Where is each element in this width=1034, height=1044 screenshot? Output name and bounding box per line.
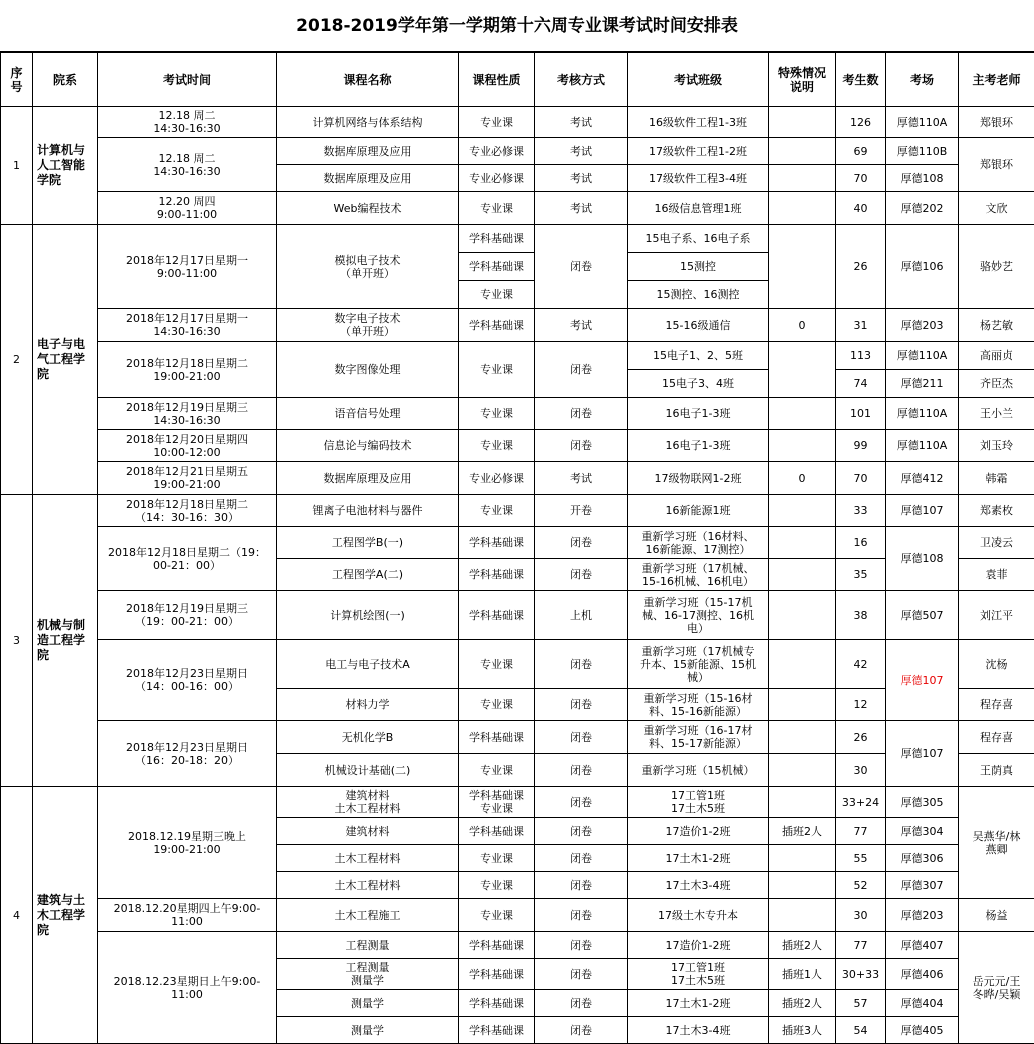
table-row (1, 342, 1034, 370)
teacher: 卫凌云 (959, 527, 1034, 559)
exam-time: 2018.12.23星期日上午9:00- 11:00 (98, 932, 277, 1044)
exam-room: 厚德306 (886, 845, 959, 872)
exam-room: 厚德202 (886, 192, 959, 225)
teacher: 程存喜 (959, 689, 1034, 721)
group-dept: 计算机与 人工智能 学院 (33, 107, 98, 225)
teacher: 郑银环 (959, 138, 1034, 192)
exam-class: 重新学习班（17机械专 升本、15新能源、15机 械） (628, 640, 769, 689)
course-name: 数字电子技术 （单开班） (277, 309, 459, 342)
teacher: 刘玉玲 (959, 430, 1034, 462)
course-nature: 学科基础课 (459, 1017, 535, 1044)
exam-room: 厚德404 (886, 990, 959, 1017)
exam-room: 厚德507 (886, 591, 959, 640)
student-count: 70 (836, 165, 886, 192)
course-nature: 专业课 (459, 281, 535, 309)
teacher: 文欣 (959, 192, 1034, 225)
table-row (1, 398, 1034, 430)
student-count: 99 (836, 430, 886, 462)
table-row (1, 495, 1034, 527)
exam-method: 闭卷 (535, 640, 628, 689)
course-name: 语音信号处理 (277, 398, 459, 430)
course-name: 工程图学A(二) (277, 559, 459, 591)
course-nature: 学科基础课 (459, 309, 535, 342)
table-row (1, 430, 1034, 462)
group-seq: 4 (1, 787, 33, 1044)
exam-time: 2018年12月21日星期五 19:00-21:00 (98, 462, 277, 495)
exam-method: 开卷 (535, 495, 628, 527)
teacher: 齐臣杰 (959, 370, 1034, 398)
special-note (769, 225, 836, 309)
course-name: 工程图学B(一) (277, 527, 459, 559)
special-note: 插班2人 (769, 932, 836, 959)
exam-time: 2018.12.19星期三晚上 19:00-21:00 (98, 787, 277, 899)
exam-room: 厚德110A (886, 430, 959, 462)
course-nature: 专业课 (459, 899, 535, 932)
special-note (769, 527, 836, 559)
table-row (1, 640, 1034, 689)
course-nature: 学科基础课 (459, 253, 535, 281)
table-row (1, 309, 1034, 342)
exam-method: 闭卷 (535, 398, 628, 430)
exam-time: 2018年12月18日星期二（19： 00-21：00） (98, 527, 277, 591)
table-row (1, 462, 1034, 495)
student-count: 35 (836, 559, 886, 591)
course-nature: 专业课 (459, 640, 535, 689)
teacher: 韩霜 (959, 462, 1034, 495)
exam-method: 闭卷 (535, 787, 628, 818)
special-note: 0 (769, 462, 836, 495)
course-nature: 学科基础课 (459, 818, 535, 845)
course-name: 建筑材料 (277, 818, 459, 845)
exam-room: 厚德107 (886, 495, 959, 527)
exam-time: 2018年12月20日星期四 10:00-12:00 (98, 430, 277, 462)
student-count: 40 (836, 192, 886, 225)
teacher: 刘江平 (959, 591, 1034, 640)
exam-method: 上机 (535, 591, 628, 640)
special-note (769, 192, 836, 225)
exam-room-highlight: 厚德107 (886, 640, 959, 721)
header-special: 特殊情况 说明 (769, 53, 836, 107)
exam-class: 重新学习班（15机械） (628, 754, 769, 787)
special-note (769, 899, 836, 932)
exam-room: 厚德305 (886, 787, 959, 818)
student-count: 16 (836, 527, 886, 559)
exam-room: 厚德407 (886, 932, 959, 959)
exam-class: 17土木1-2班 (628, 845, 769, 872)
exam-method: 考试 (535, 192, 628, 225)
exam-method: 考试 (535, 309, 628, 342)
course-nature: 专业课 (459, 845, 535, 872)
course-name: 土木工程材料 (277, 845, 459, 872)
exam-class: 16电子1-3班 (628, 398, 769, 430)
exam-method: 闭卷 (535, 932, 628, 959)
exam-time: 2018年12月19日星期三 （19：00-21：00） (98, 591, 277, 640)
table-row (1, 107, 1034, 138)
student-count: 74 (836, 370, 886, 398)
exam-method: 闭卷 (535, 559, 628, 591)
exam-room: 厚德110B (886, 138, 959, 165)
course-name: 机械设计基础(二) (277, 754, 459, 787)
student-count: 30 (836, 754, 886, 787)
course-name: 数据库原理及应用 (277, 138, 459, 165)
course-name: 信息论与编码技术 (277, 430, 459, 462)
special-note (769, 138, 836, 165)
table-row (1, 721, 1034, 754)
exam-class: 17级软件工程3-4班 (628, 165, 769, 192)
exam-method: 考试 (535, 462, 628, 495)
course-name: 测量学 (277, 990, 459, 1017)
exam-time: 2018年12月17日星期一 9:00-11:00 (98, 225, 277, 309)
group-seq: 2 (1, 225, 33, 495)
course-nature: 学科基础课 专业课 (459, 787, 535, 818)
course-name: 工程测量 测量学 (277, 959, 459, 990)
exam-class: 17造价1-2班 (628, 932, 769, 959)
teacher: 杨益 (959, 899, 1034, 932)
course-nature: 学科基础课 (459, 721, 535, 754)
table-row (1, 138, 1034, 165)
student-count: 69 (836, 138, 886, 165)
student-count: 101 (836, 398, 886, 430)
exam-method: 闭卷 (535, 689, 628, 721)
exam-method: 闭卷 (535, 990, 628, 1017)
course-name: 土木工程施工 (277, 899, 459, 932)
student-count: 38 (836, 591, 886, 640)
exam-room: 厚德203 (886, 899, 959, 932)
exam-method: 闭卷 (535, 754, 628, 787)
exam-method: 闭卷 (535, 342, 628, 398)
special-note: 插班3人 (769, 1017, 836, 1044)
student-count: 12 (836, 689, 886, 721)
special-note (769, 430, 836, 462)
teacher: 骆妙艺 (959, 225, 1034, 309)
student-count: 77 (836, 818, 886, 845)
header-class: 考试班级 (628, 53, 769, 107)
exam-class: 17工管1班 17土木5班 (628, 959, 769, 990)
exam-class: 15测控、16测控 (628, 281, 769, 309)
exam-room: 厚德106 (886, 225, 959, 309)
group-seq: 1 (1, 107, 33, 225)
exam-class: 15测控 (628, 253, 769, 281)
course-nature: 学科基础课 (459, 959, 535, 990)
exam-method: 考试 (535, 138, 628, 165)
teacher: 郑素枚 (959, 495, 1034, 527)
table-row (1, 787, 1034, 818)
table-row (1, 591, 1034, 640)
special-note (769, 787, 836, 818)
special-note (769, 107, 836, 138)
course-name: 土木工程材料 (277, 872, 459, 899)
course-nature: 专业必修课 (459, 165, 535, 192)
exam-room: 厚德307 (886, 872, 959, 899)
student-count: 57 (836, 990, 886, 1017)
exam-class: 17土木3-4班 (628, 872, 769, 899)
course-name: 电工与电子技术A (277, 640, 459, 689)
header-dept: 院系 (33, 53, 98, 107)
exam-class: 重新学习班（17机械、 15-16机械、16机电） (628, 559, 769, 591)
exam-room: 厚德107 (886, 721, 959, 787)
teacher: 王小兰 (959, 398, 1034, 430)
exam-class: 15电子系、16电子系 (628, 225, 769, 253)
student-count: 33 (836, 495, 886, 527)
course-nature: 学科基础课 (459, 591, 535, 640)
student-count: 26 (836, 721, 886, 754)
special-note (769, 640, 836, 689)
special-note (769, 398, 836, 430)
exam-class: 16电子1-3班 (628, 430, 769, 462)
course-nature: 学科基础课 (459, 225, 535, 253)
exam-room: 厚德110A (886, 107, 959, 138)
header-course: 课程名称 (277, 53, 459, 107)
special-note: 插班1人 (769, 959, 836, 990)
header-count: 考生数 (836, 53, 886, 107)
exam-class: 17级物联网1-2班 (628, 462, 769, 495)
student-count: 33+24 (836, 787, 886, 818)
header-room: 考场 (886, 53, 959, 107)
course-nature: 学科基础课 (459, 527, 535, 559)
student-count: 55 (836, 845, 886, 872)
course-name: 计算机网络与体系结构 (277, 107, 459, 138)
header-time: 考试时间 (98, 53, 277, 107)
course-name: 计算机绘图(一) (277, 591, 459, 640)
header-teacher: 主考老师 (959, 53, 1034, 107)
course-name: 模拟电子技术 （单开班） (277, 225, 459, 309)
teacher: 王荫真 (959, 754, 1034, 787)
exam-time: 12.18 周二 14:30-16:30 (98, 107, 277, 138)
exam-method: 考试 (535, 165, 628, 192)
table-row (1, 899, 1034, 932)
table-row (1, 932, 1034, 959)
exam-class: 重新学习班（16-17材 料、15-17新能源） (628, 721, 769, 754)
special-note: 插班2人 (769, 990, 836, 1017)
course-name: 无机化学B (277, 721, 459, 754)
exam-method: 闭卷 (535, 527, 628, 559)
exam-time: 2018年12月19日星期三 14:30-16:30 (98, 398, 277, 430)
course-name: 材料力学 (277, 689, 459, 721)
exam-class: 重新学习班（15-16材 料、15-16新能源） (628, 689, 769, 721)
page-title: 2018-2019学年第一学期第十六周专业课考试时间安排表 (0, 0, 1034, 52)
course-name: 建筑材料 土木工程材料 (277, 787, 459, 818)
exam-method: 闭卷 (535, 430, 628, 462)
course-name: 工程测量 (277, 932, 459, 959)
special-note (769, 495, 836, 527)
table-row (1, 225, 1034, 253)
exam-room: 厚德412 (886, 462, 959, 495)
student-count: 113 (836, 342, 886, 370)
course-name: 数据库原理及应用 (277, 165, 459, 192)
course-name: 测量学 (277, 1017, 459, 1044)
special-note: 插班2人 (769, 818, 836, 845)
teacher: 袁菲 (959, 559, 1034, 591)
exam-method: 闭卷 (535, 721, 628, 754)
exam-method: 闭卷 (535, 872, 628, 899)
special-note (769, 754, 836, 787)
special-note (769, 559, 836, 591)
exam-time: 2018.12.20星期四上午9:00- 11:00 (98, 899, 277, 932)
course-name: 数据库原理及应用 (277, 462, 459, 495)
teacher: 高丽贞 (959, 342, 1034, 370)
exam-time: 2018年12月18日星期二 19:00-21:00 (98, 342, 277, 398)
exam-method: 闭卷 (535, 1017, 628, 1044)
exam-class: 17级土木专升本 (628, 899, 769, 932)
course-nature: 专业必修课 (459, 462, 535, 495)
course-nature: 专业课 (459, 872, 535, 899)
exam-time: 12.20 周四 9:00-11:00 (98, 192, 277, 225)
exam-class: 17土木3-4班 (628, 1017, 769, 1044)
exam-room: 厚德110A (886, 342, 959, 370)
exam-room: 厚德405 (886, 1017, 959, 1044)
header-seq: 序 号 (1, 53, 33, 107)
exam-class: 16新能源1班 (628, 495, 769, 527)
special-note (769, 165, 836, 192)
header-nature: 课程性质 (459, 53, 535, 107)
course-nature: 学科基础课 (459, 932, 535, 959)
exam-method: 考试 (535, 107, 628, 138)
student-count: 54 (836, 1017, 886, 1044)
group-dept: 机械与制 造工程学 院 (33, 495, 98, 787)
course-nature: 专业课 (459, 107, 535, 138)
student-count: 70 (836, 462, 886, 495)
course-nature: 学科基础课 (459, 990, 535, 1017)
teacher: 沈杨 (959, 640, 1034, 689)
group-dept: 建筑与土 木工程学 院 (33, 787, 98, 1044)
exam-time: 2018年12月23日星期日 （14：00-16：00） (98, 640, 277, 721)
course-name: 锂离子电池材料与器件 (277, 495, 459, 527)
header-method: 考核方式 (535, 53, 628, 107)
course-nature: 专业课 (459, 430, 535, 462)
course-nature: 专业课 (459, 398, 535, 430)
special-note: 0 (769, 309, 836, 342)
student-count: 126 (836, 107, 886, 138)
exam-time: 2018年12月18日星期二 （14：30-16：30） (98, 495, 277, 527)
exam-room: 厚德108 (886, 165, 959, 192)
exam-room: 厚德211 (886, 370, 959, 398)
student-count: 52 (836, 872, 886, 899)
course-name: 数字图像处理 (277, 342, 459, 398)
teacher: 岳元元/王 冬晔/吴颖 (959, 932, 1034, 1044)
course-nature: 专业课 (459, 342, 535, 398)
exam-class: 17级软件工程1-2班 (628, 138, 769, 165)
exam-room: 厚德110A (886, 398, 959, 430)
special-note (769, 342, 836, 398)
course-nature: 专业课 (459, 754, 535, 787)
student-count: 42 (836, 640, 886, 689)
student-count: 30+33 (836, 959, 886, 990)
group-dept: 电子与电 气工程学 院 (33, 225, 98, 495)
teacher: 程存喜 (959, 721, 1034, 754)
special-note (769, 872, 836, 899)
course-nature: 专业必修课 (459, 138, 535, 165)
exam-room: 厚德108 (886, 527, 959, 591)
student-count: 77 (836, 932, 886, 959)
exam-class: 15-16级通信 (628, 309, 769, 342)
special-note (769, 845, 836, 872)
course-nature: 专业课 (459, 495, 535, 527)
exam-class: 15电子1、2、5班 (628, 342, 769, 370)
exam-class: 重新学习班（15-17机 械、16-17测控、16机 电） (628, 591, 769, 640)
exam-room: 厚德203 (886, 309, 959, 342)
course-nature: 学科基础课 (459, 559, 535, 591)
group-seq: 3 (1, 495, 33, 787)
exam-room: 厚德304 (886, 818, 959, 845)
course-name: Web编程技术 (277, 192, 459, 225)
special-note (769, 591, 836, 640)
exam-class: 17土木1-2班 (628, 990, 769, 1017)
exam-method: 闭卷 (535, 959, 628, 990)
student-count: 26 (836, 225, 886, 309)
course-nature: 专业课 (459, 689, 535, 721)
teacher: 郑银环 (959, 107, 1034, 138)
exam-class: 16级信息管理1班 (628, 192, 769, 225)
special-note (769, 689, 836, 721)
header-row (1, 53, 1034, 107)
student-count: 31 (836, 309, 886, 342)
exam-class: 16级软件工程1-3班 (628, 107, 769, 138)
exam-method: 闭卷 (535, 845, 628, 872)
teacher: 吴燕华/林 燕卿 (959, 787, 1034, 899)
exam-time: 12.18 周二 14:30-16:30 (98, 138, 277, 192)
exam-room: 厚德406 (886, 959, 959, 990)
exam-time: 2018年12月17日星期一 14:30-16:30 (98, 309, 277, 342)
teacher: 杨艺敏 (959, 309, 1034, 342)
exam-method: 闭卷 (535, 225, 628, 309)
exam-class: 重新学习班（16材料、 16新能源、17测控） (628, 527, 769, 559)
exam-class: 15电子3、4班 (628, 370, 769, 398)
course-nature: 专业课 (459, 192, 535, 225)
table-row (1, 192, 1034, 225)
exam-method: 闭卷 (535, 899, 628, 932)
student-count: 30 (836, 899, 886, 932)
exam-method: 闭卷 (535, 818, 628, 845)
special-note (769, 721, 836, 754)
exam-schedule-table (0, 52, 1034, 1044)
exam-time: 2018年12月23日星期日 （16：20-18：20） (98, 721, 277, 787)
exam-class: 17工管1班 17土木5班 (628, 787, 769, 818)
exam-class: 17造价1-2班 (628, 818, 769, 845)
table-row (1, 527, 1034, 559)
